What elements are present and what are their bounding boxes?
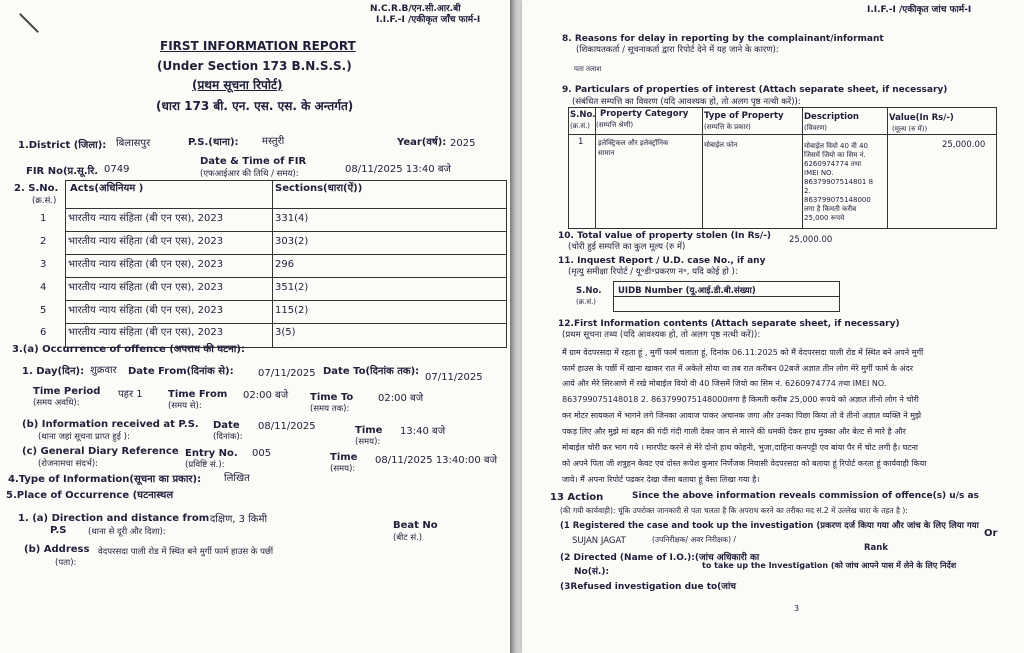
info-time-label: Time bbox=[355, 425, 383, 436]
prop-value-hindi: (मूल्य (रु में)) bbox=[892, 125, 928, 133]
gd-time-hindi: (समय): bbox=[330, 464, 356, 474]
acts-row-act: भारतीय न्याय संहिता (बी एन एस), 2023 bbox=[68, 213, 224, 224]
prop-row-desc: मोबाईल वियो 40 वी 40 bbox=[804, 142, 868, 150]
ps-distance-label: P.S bbox=[50, 525, 67, 536]
prop-row-desc: लगा है किमती करीब bbox=[804, 205, 857, 213]
acts-row-act: भारतीय न्याय संहिता (बी एन एस), 2023 bbox=[68, 236, 224, 247]
acts-row-sno: 2 bbox=[40, 236, 47, 247]
form-header: I.I.F.-I /एकीकृत जाँच फार्म-I bbox=[376, 15, 481, 25]
info-received-hindi: (थाना जहां सूचना प्राप्त हुई ): bbox=[38, 432, 130, 442]
delay-hindi: (शिकायतकर्ता / सूचनाकर्ता द्वारा रिपोर्ट देने में यह जाने के कारण): bbox=[576, 45, 779, 55]
inquest-label: 11. Inquest Report / U.D. case No., if any bbox=[558, 256, 766, 266]
total-value: 25,000.00 bbox=[789, 235, 833, 245]
ps-value: मस्तुरी bbox=[262, 136, 285, 147]
entry-value: 005 bbox=[252, 448, 272, 459]
fir-datetime-value: 08/11/2025 13:40 बजे bbox=[345, 164, 451, 175]
acts-row-sno: 6 bbox=[40, 327, 47, 338]
fic-line: पकड़ लिए और मुझे मां बहन की गंदी गंदी गाली देकर जान से मारने की धमकी देकर हाथ मुक्का और बेल्ट से मारे है और bbox=[562, 427, 906, 436]
ps-label: P.S.(थाना): bbox=[188, 137, 239, 148]
fir-value: 0749 bbox=[104, 164, 130, 175]
time-period-label: Time Period bbox=[33, 386, 101, 397]
fic-line: को अपने पिता जी शत्रुहन केवट एवं दोस्त रूपेश कुमार निर्णेजक निवासी वेदपरसदा को बताया हूं रिपोर्ट करता हूं कार्यवाही किया bbox=[562, 459, 927, 468]
rank-label: Rank bbox=[864, 543, 888, 553]
prop-row-value: 25,000.00 bbox=[942, 140, 986, 150]
date-from-value: 07/11/2025 bbox=[258, 368, 316, 379]
entry-hindi: (प्रविष्टि सं.): bbox=[185, 460, 225, 470]
fic-label: 12.First Information contents (Attach separate sheet, if necessary) bbox=[558, 319, 900, 329]
acts-row-section: 115(2) bbox=[275, 305, 309, 316]
beat-hindi: (बीट सं.) bbox=[393, 533, 423, 543]
direction-value: दक्षिण, 3 किमी bbox=[210, 514, 268, 525]
day-label: 1. Day(दिन): bbox=[22, 366, 85, 377]
acts-row-section: 296 bbox=[275, 259, 295, 270]
gd-hindi: (रोजनामचा संदर्भ): bbox=[38, 459, 99, 469]
date-from-label: Date From(दिनांक से): bbox=[128, 366, 234, 377]
prop-type-header: Type of Property bbox=[704, 111, 784, 121]
fir-datetime-label: Date & Time of FIR bbox=[200, 156, 307, 167]
fic-line: कर मोटर सायकल में भागने लगे जिनका आवाज पाकर अचानक जगा और उनका पिछा किया तो वे तीनो अज्ञात व्यक्ति ने मुझे bbox=[562, 411, 922, 420]
acts-row-sno: 4 bbox=[40, 282, 47, 293]
acts-row-section: 351(2) bbox=[275, 282, 309, 293]
type-info-value: लिखित bbox=[224, 473, 250, 484]
info-time-value: 13:40 बजे bbox=[400, 426, 446, 437]
refused-text: (3Refused investigation due to(जांच bbox=[560, 582, 737, 592]
fic-line: फार्म हाउस के पछीं में खाना खाकर रात में अकेले सोया था तब रात करीबन 02बजे अज्ञात तीन लोग मेरे मुर्गी फार्म के अंदर bbox=[562, 364, 914, 373]
or-text: Or bbox=[984, 528, 998, 539]
fic-hindi: (प्रथम सूचना तथ्य (यदि आवश्यक हो, तो अलग पृष्ठ नत्थी करें)): bbox=[562, 330, 761, 340]
date-to-label: Date To(दिनांक तक): bbox=[323, 366, 420, 377]
acts-row-act: भारतीय न्याय संहिता (बी एन एस), 2023 bbox=[68, 327, 224, 338]
directed-text: (2 Directed (Name of I.O.):(जांच अधिकारी का bbox=[560, 553, 760, 563]
prop-type-hindi: (सम्पत्ति के प्रकार) bbox=[704, 123, 751, 131]
time-period-hindi: (समय अवधि): bbox=[33, 398, 80, 408]
total-label: 10. Total value of property stolen (In Rs/-) bbox=[558, 231, 772, 241]
date-to-value: 07/11/2025 bbox=[425, 372, 483, 383]
table-sno-hindi: (क्र.सं.) bbox=[32, 196, 57, 206]
gd-time-label: Time bbox=[330, 452, 358, 463]
direction-label: 1. (a) Direction and distance from bbox=[18, 513, 210, 524]
prop-sno-header: S.No. bbox=[570, 110, 596, 120]
acts-row-sno: 1 bbox=[40, 213, 47, 224]
time-from-hindi: (समय से): bbox=[168, 401, 202, 411]
acts-row-section: 331(4) bbox=[275, 213, 309, 224]
fic-line: मोबाईल चोरी कर भाग गये । मारपीट करने से मेरे दोनो हाथ कोहनी, भुजा,दाहिना कनपट्टी एव बांया पैर में चोट लगी है। घटना bbox=[562, 443, 918, 452]
time-to-value: 02:00 बजे bbox=[378, 393, 424, 404]
prop-row-desc: 6260974774 तथा bbox=[804, 160, 862, 168]
ps-distance-hindi: (थाना से दूरी और दिशा): bbox=[88, 527, 166, 537]
uidb-sno-hindi: (क्र.सं.) bbox=[576, 298, 597, 306]
address-label: (b) Address bbox=[24, 544, 90, 555]
district-value: बिलासपुर bbox=[116, 138, 151, 149]
fic-line: आये और मेरे सिरआणे में रखे मोबाईल वियो वी 40 जिसमें जियो का सिम नं. 6260974774 तथा IMEI NO. bbox=[562, 379, 887, 388]
table-acts-header: Acts(अधिनियम ) bbox=[70, 183, 144, 194]
info-date-value: 08/11/2025 bbox=[258, 421, 316, 432]
inquest-hindi: (मृत्यु समीक्षा रिपोर्ट / यू॰डी॰प्रकरण न॰, यदि कोई हो ): bbox=[568, 267, 738, 277]
hindi-subtitle: (धारा 173 बी. एन. एस. एस. के अन्तर्गत) bbox=[156, 99, 354, 113]
action-text: Since the above information reveals commission of offence(s) u/s as bbox=[632, 491, 979, 501]
page-gutter bbox=[510, 0, 522, 653]
type-info-label: 4.Type of Information(सूचना का प्रकार): bbox=[8, 474, 202, 485]
fic-line: जावे। मैं अपना रिपोर्ट पढकर देखा जैसा बताया हूं वैसा लिखा गया है। bbox=[562, 475, 760, 484]
entry-label: Entry No. bbox=[185, 448, 238, 459]
page-title: FIRST INFORMATION REPORT bbox=[160, 39, 356, 53]
table-sections-header: Sections(धारा(ऐं)) bbox=[275, 183, 363, 194]
no-label: No(सं.): bbox=[574, 567, 610, 577]
prop-value-header: Value(In Rs/-) bbox=[889, 113, 954, 123]
acts-row-sno: 3 bbox=[40, 259, 47, 270]
delay-value: पता तलाश bbox=[574, 65, 602, 73]
page-subtitle: (Under Section 173 B.N.S.S.) bbox=[157, 59, 352, 73]
action-label: 13 Action bbox=[550, 492, 604, 503]
gd-label: (c) General Diary Reference bbox=[22, 446, 179, 457]
prop-category-hindi: (सम्पत्ति श्रेणी) bbox=[596, 121, 634, 129]
table-sno-header: 2. S.No. bbox=[14, 183, 59, 194]
registered-text: (1 Registered the case and took up the investigation (प्रकरण दर्ज किया गया और जांच के लिए लिया गया bbox=[560, 521, 979, 531]
acts-row-sno: 5 bbox=[40, 305, 47, 316]
time-from-label: Time From bbox=[168, 389, 228, 400]
fir-datetime-hindi: (एफआईआर की तिथि / समय): bbox=[200, 169, 299, 179]
total-hindi: (चोरी हुई सम्पत्ति का कुल मूल्य (रु में) bbox=[568, 242, 686, 252]
occurrence-heading: 3.(a) Occurrence of offence (अपराध की घटना): bbox=[12, 344, 245, 355]
time-from-value: 02:00 बजे bbox=[243, 390, 289, 401]
action-hindi: (की गयी कार्यवाही): चूंकि उपरोक्त जानकारी से पता चलता है कि अपराध करने का तरीका मद सं.2 में उल्लेख धारा के तहत है ): bbox=[560, 506, 908, 515]
info-date-label: Date bbox=[213, 420, 240, 431]
scan-mark-icon bbox=[19, 13, 39, 33]
prop-row-desc: IMEI NO. bbox=[804, 169, 834, 177]
fic-line: मैं ग्राम वेदपरसदा में रहता हूं , मुर्गी फार्म चलाता हूं, दिनांक 06.11.2025 को मैं वेदपरसदा पाली रोड में स्थित बने अपने मुर्गी bbox=[562, 348, 924, 357]
prop-row-desc: 86379907514801 8 bbox=[804, 178, 874, 186]
acts-row-act: भारतीय न्याय संहिता (बी एन एस), 2023 bbox=[68, 305, 224, 316]
acts-row-section: 303(2) bbox=[275, 236, 309, 247]
address-value: वेदपरसदा पाली रोड में स्थित बने मुर्गी फार्म हाउस के पछीं bbox=[98, 547, 274, 557]
place-label: 5.Place of Occurrence (घटनास्थल bbox=[6, 490, 174, 501]
prop-row-sno: 1 bbox=[578, 137, 584, 147]
time-period-value: पहर 1 bbox=[118, 389, 143, 400]
acts-row-act: भारतीय न्याय संहिता (बी एन एस), 2023 bbox=[68, 259, 224, 270]
fir-label: FIR No(प्र.सू.रि. bbox=[26, 166, 99, 177]
prop-row-category: इलेक्ट्रिकल और इलेक्ट्रॉनिक bbox=[598, 139, 669, 147]
delay-label: 8. Reasons for delay in reporting by the complainant/informant bbox=[562, 34, 884, 44]
prop-row-desc: 2. bbox=[804, 187, 811, 195]
acts-row-act: भारतीय न्याय संहिता (बी एन एस), 2023 bbox=[68, 282, 224, 293]
year-value: 2025 bbox=[450, 138, 476, 149]
particulars-hindi: (संबंधित सम्पत्ति का विवरण (यदि आवश्यक हो, तो अलग पृष्ठ नत्थी करें)): bbox=[572, 97, 801, 107]
time-to-label: Time To bbox=[310, 392, 354, 403]
officer-name: SUJAN JAGAT bbox=[572, 536, 626, 546]
fic-line: 863799075148018 2. 863799075148000लगा है किमती करीब 25,000 रूपये को अज्ञात तीनो लोग ने चोरी bbox=[562, 395, 919, 404]
info-date-hindi: (दिनांक): bbox=[213, 432, 243, 442]
officer-rank: (उपनिरीक्षक/ अवर निरीक्षक) / bbox=[652, 535, 736, 544]
ncrb-header: N.C.R.B/एन.सी.आर.बी bbox=[370, 4, 461, 14]
page-number: 3 bbox=[794, 604, 800, 613]
prop-desc-header: Description bbox=[804, 112, 859, 122]
directed-text-2: to take up the Investigation (को जांच आपने पास में लेने के लिए निर्देश bbox=[702, 561, 957, 570]
fir-page-right bbox=[522, 0, 1024, 653]
prop-row-desc: 863799075148000 bbox=[804, 196, 871, 204]
prop-row-category-2: सामान bbox=[598, 149, 615, 157]
year-label: Year(वर्ष): bbox=[397, 137, 447, 148]
beat-label: Beat No bbox=[393, 520, 438, 531]
day-value: शुक्रवार bbox=[90, 365, 117, 376]
prop-row-desc: 25,000 रूपये bbox=[804, 214, 845, 222]
acts-row-section: 3(5) bbox=[275, 327, 296, 338]
gd-time-value: 08/11/2025 13:40:00 बजे bbox=[375, 455, 498, 466]
prop-row-desc: जिसमें जियो का सिम नं. bbox=[804, 151, 866, 159]
particulars-label: 9. Particulars of properties of interest (Attach separate sheet, if necessary) bbox=[562, 85, 948, 95]
info-time-hindi: (समय): bbox=[355, 437, 381, 447]
fir-page-left bbox=[0, 0, 510, 653]
time-to-hindi: (समय तक): bbox=[310, 404, 350, 414]
hindi-title: (प्रथम सूचना रिपोर्ट) bbox=[192, 78, 283, 92]
prop-category-header: Property Category bbox=[600, 109, 689, 119]
form-header: I.I.F.-I /एकीकृत जांच फार्म-I bbox=[867, 5, 972, 15]
prop-desc-hindi: (विवरण) bbox=[804, 124, 827, 132]
district-label: 1.District (जिला): bbox=[18, 140, 107, 151]
uidb-label: UIDB Number (यू.आई.डी.बी.संख्या) bbox=[618, 286, 756, 296]
info-received-label: (b) Information received at P.S. bbox=[22, 419, 199, 430]
prop-sno-hindi: (क्र.सं.) bbox=[570, 122, 591, 130]
uidb-sno: S.No. bbox=[576, 286, 602, 296]
address-hindi: (पता): bbox=[55, 558, 77, 568]
prop-row-type: मोबाईल फोन bbox=[704, 141, 738, 149]
